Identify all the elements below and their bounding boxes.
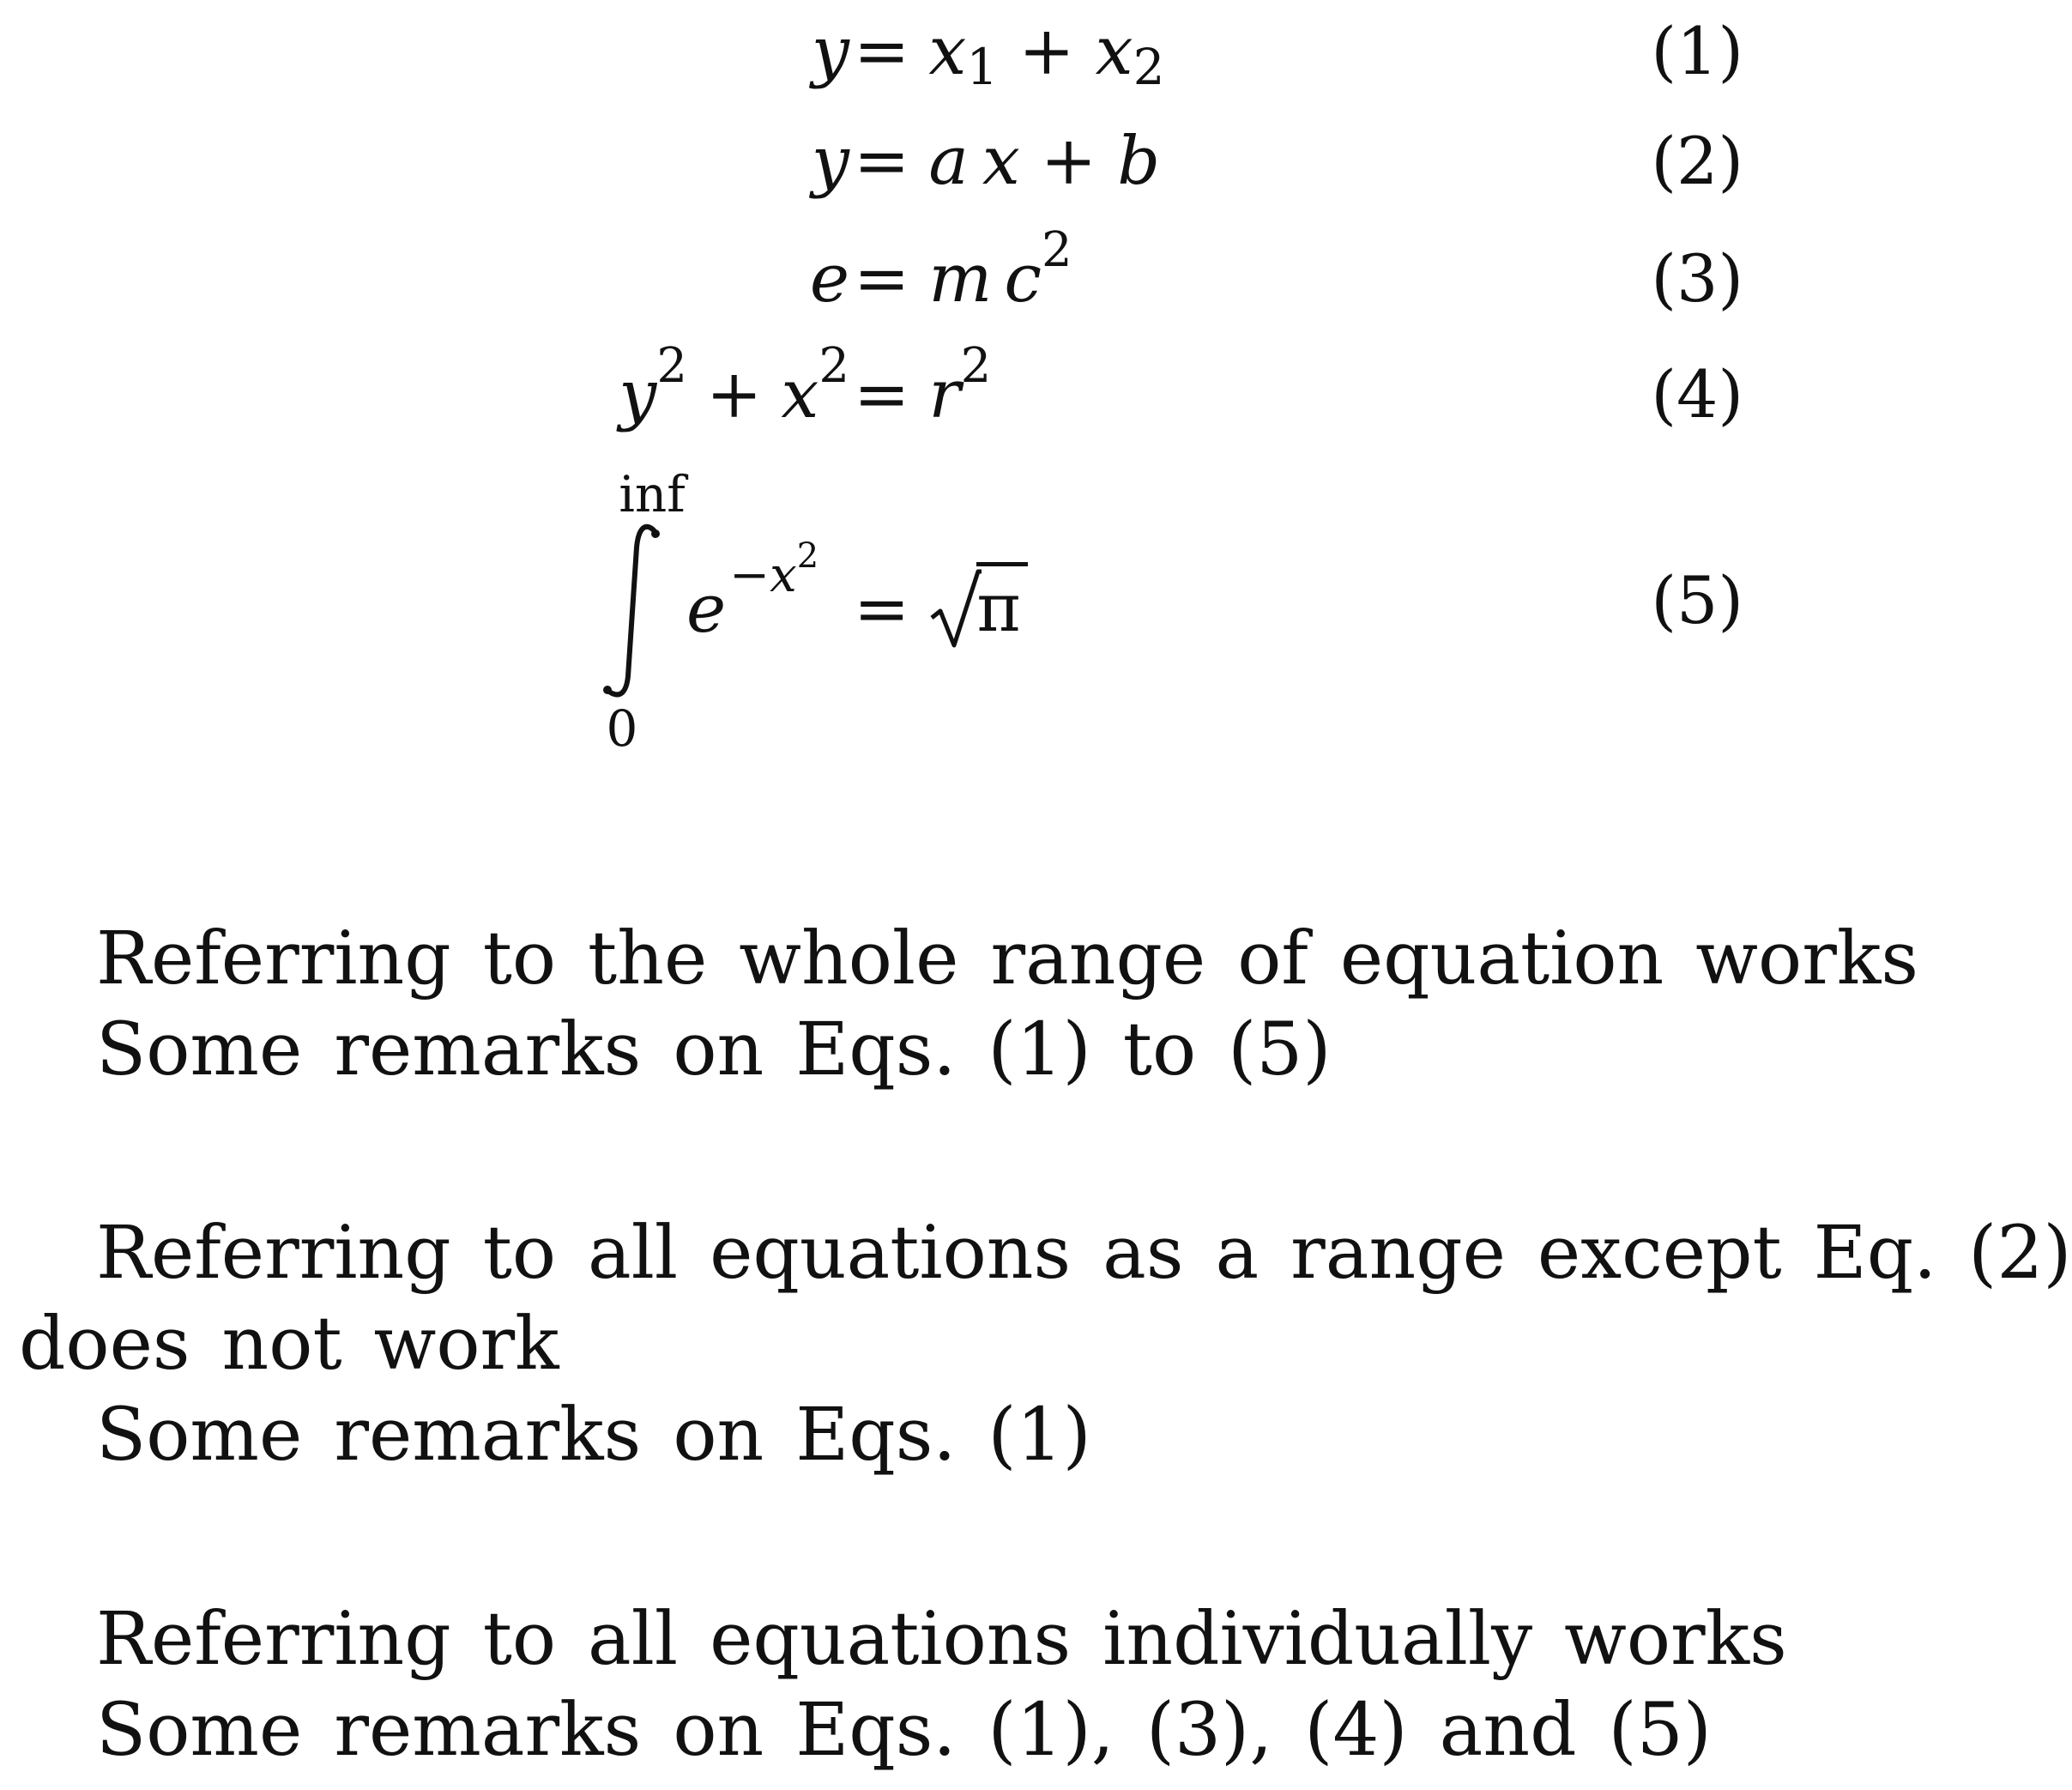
paragraph-3-line-1: Referring to all equations individually works [96,1597,1787,1682]
eq1-plus: + [1018,13,1075,90]
eq5-exponent: −x [729,547,797,603]
eq2-x: x [982,123,1020,200]
eq5-equals: = [854,571,910,648]
eq5-exponent-sup: 2 [796,536,819,576]
paragraph-1-line-1: Referring to the whole range of equation works [96,916,1918,1001]
eq4-xsup: 2 [819,337,849,394]
equation-2 [0,110,1757,213]
eq3-c: c [1004,240,1042,317]
eq1-number: (1) [1651,13,1743,89]
eq3-number: (3) [1651,240,1743,317]
eq1-x2: x [1095,13,1133,90]
paragraph-2-line-2: does not work [19,1302,559,1387]
eq4-number: (4) [1651,356,1743,432]
eq2-equals: = [854,123,910,200]
equation-1 [0,0,1757,103]
eq4-plus: + [706,356,763,433]
eq3-sup: 2 [1042,221,1072,278]
eq4-x: x [781,356,819,433]
eq4-equals: = [854,356,910,433]
integral-upper-limit: inf [619,465,686,523]
eq5-number: (5) [1651,562,1743,638]
eq5-rhs [854,558,1028,661]
paragraph-3-line-2: Some remarks on Eqs. (1), (3), (4) and (5) [96,1688,1712,1773]
eq2-lhs-y: y [811,123,849,200]
paragraph-1-line-2: Some remarks on Eqs. (1) to (5) [96,1007,1332,1092]
square-root-icon [928,566,982,652]
eq5-pi: π [976,562,1027,647]
integrand [686,536,819,661]
eq2-plus: + [1040,123,1097,200]
eq4-r: r [928,356,961,433]
eq5-e: e [686,571,727,648]
eq3-equals: = [854,240,910,317]
eq2-number: (2) [1651,123,1743,199]
equation-3 [0,221,1757,330]
eq1-x1: x [928,13,967,90]
eq2-a: a [928,123,969,200]
eq3-m: m [928,240,993,317]
paragraph-2-line-1: Referring to all equations as a range except Eq. (2) [96,1211,2072,1296]
eq4-rsup: 2 [960,337,992,394]
integral-sign-icon [601,522,669,702]
eq1-sub2: 2 [1133,38,1165,96]
eq3-lhs-e: e [809,240,849,317]
paragraph-2-line-3: Some remarks on Eqs. (1) [96,1393,1091,1478]
equation-4 [0,337,1757,446]
integral-lower-limit: 0 [606,699,638,758]
eq4-y: y [619,356,657,433]
eq4-ysup: 2 [656,337,687,394]
eq1-sub1: 1 [966,38,999,96]
eq2-b: b [1117,123,1161,200]
eq1-lhs-y: y [811,13,849,90]
eq1-equals: = [854,13,910,90]
